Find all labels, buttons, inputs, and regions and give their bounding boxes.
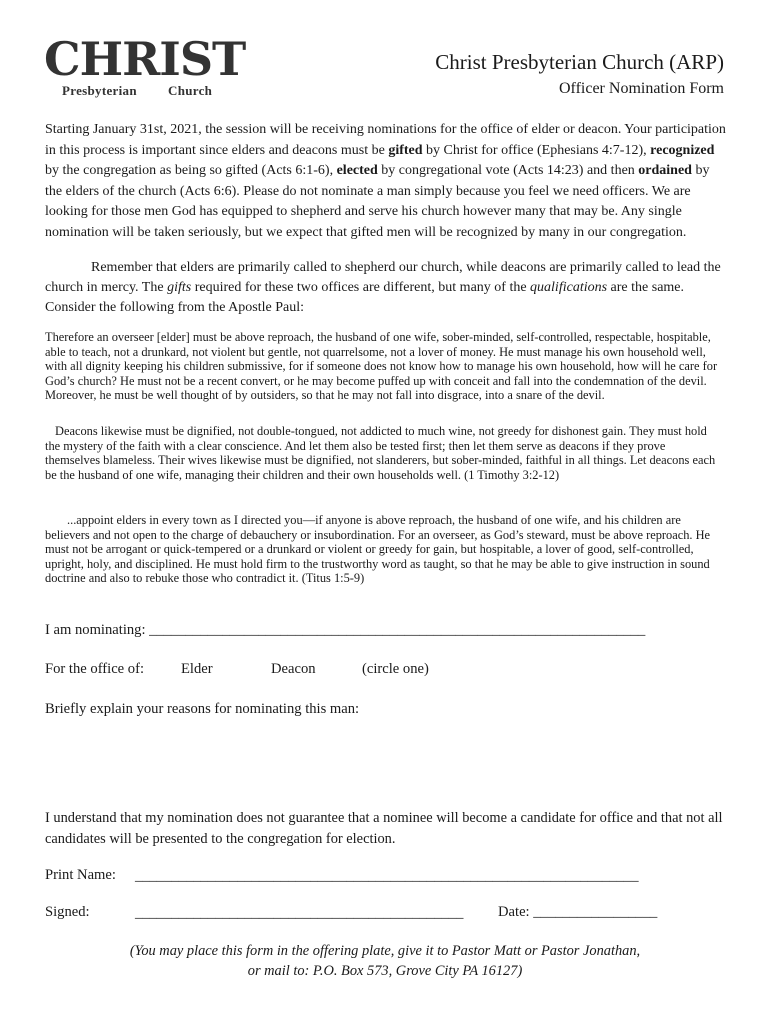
remember-paragraph: Remember that elders are primarily called to shepherd our church, while deacons are primarily called to lead the church in mercy. The gifts required for these two offices are different, but many of the qualifications are the same. Consider the following from the Apostle Paul: — [45, 260, 721, 315]
explain-reasons-area[interactable] — [45, 722, 725, 802]
date-field[interactable]: Date: _________________ — [498, 904, 658, 920]
quote-deacons-timothy: Deacons likewise must be dignified, not double-tongued, not addicted to much wine, not greedy for dishonest gain. They must hold the mystery of the faith with a clear conscience. And let them also be tested first; then let them serve as deacons if they prove themselves blameless. Their wives likewise must be dignified, not slanderers, but sober-minded, faithful in all things. Let deacons each be the husband of one wife, managing their children and their own households well. (1 Timothy 3:2-12) — [45, 424, 716, 482]
submission-instructions — [40, 941, 730, 981]
emphasis-recognized: recognized — [650, 142, 715, 158]
nominee-name-field[interactable]: I am nominating: ____________________________________________________________________ — [45, 622, 646, 638]
page-title: Christ Presbyterian Church (ARP) — [435, 50, 724, 74]
footer-line-2: or mail to: P.O. Box 573, Grove City PA 16127) — [247, 963, 523, 979]
quote-elders-timothy: Therefore an overseer [elder] must be above reproach, the husband of one wife, sober-minded, self-controlled, respectable, hospitable, able to teach, not a drunkard, not violent but gentle, not quarrelsome, not a lover of money. He must manage his own household well, with all dignity keeping his children submissive, for if someone does not know how to manage his own household, how will he care for God’s church? He must not be a recent convert, or he may become puffed up with conceit and fall into the condemnation of the devil. Moreover, he must be well thought of by outsiders, so that he may not fall into disgrace, into a snare of the devil. — [45, 330, 718, 403]
understanding-statement: I understand that my nomination does not guarantee that a nominee will become a candidate for office and that not all candidates will be presented to the congregation for election. — [45, 810, 723, 847]
signed-label: Signed: — [45, 904, 90, 920]
intro-paragraph: Starting January 31st, 2021, the session will be receiving nominations for the office of elder or deacon. Your participation in this process is important since elders and deacons must be gifted by Christ for office (Ephesians 4:7-12), recognized by the congregation as being so gifted (Acts 6:1-6), elected by congregational vote (Acts 14:23) and then ordained by the elders of the church (Acts 6:6). Please do not nominate a man simply because you feel we need officers. We are looking for those men God has equipped to shepherd and serve his church however many that may be. Any single nomination will be taken seriously, but we expect that gifted men will be recognized by many in our congregation. — [45, 122, 726, 240]
explain-label: Briefly explain your reasons for nominating this man: — [45, 701, 360, 717]
logo-church: Church — [168, 83, 213, 98]
church-logo — [44, 32, 246, 104]
footer-line-1: (You may place this form in the offering plate, give it to Pastor Matt or Pastor Jonathan, — [129, 943, 641, 959]
signature-field[interactable]: _____________________________________________ — [135, 905, 464, 921]
logo-presbyterian: Presbyterian — [62, 83, 137, 98]
emphasis-gifts: gifts — [167, 280, 192, 295]
page-subtitle: Officer Nomination Form — [558, 80, 724, 97]
office-hint: (circle one) — [362, 661, 429, 677]
print-name-label: Print Name: — [45, 867, 116, 883]
emphasis-qualifications: qualifications — [530, 280, 608, 295]
print-name-field[interactable]: _____________________________________________________________________ — [135, 868, 639, 884]
emphasis-elected: elected — [336, 163, 378, 178]
emphasis-gifted: gifted — [388, 142, 423, 158]
office-option-elder[interactable]: Elder — [181, 661, 213, 677]
quote-titus: ...appoint elders in every town as I directed you—if anyone is above reproach, the husband of one wife, and his children are believers and not open to the charge of debauchery or insubordination. For an overseer, as God’s steward, must be above reproach. He must not be arrogant or quick-tempered or a drunkard or violent or greedy for gain, but hospitable, a lover of good, self-controlled, upright, holy, and disciplined. He must hold firm to the trustworthy word as taught, so that he may be able to give instruction in sound doctrine and also to rebuke those who contradict it. (Titus 1:5-9) — [45, 513, 711, 586]
emphasis-ordained: ordained — [638, 163, 692, 178]
office-option-deacon[interactable]: Deacon — [271, 661, 316, 677]
office-label: For the office of: — [45, 661, 145, 677]
logo-wordmark: CHRIST — [44, 32, 246, 86]
